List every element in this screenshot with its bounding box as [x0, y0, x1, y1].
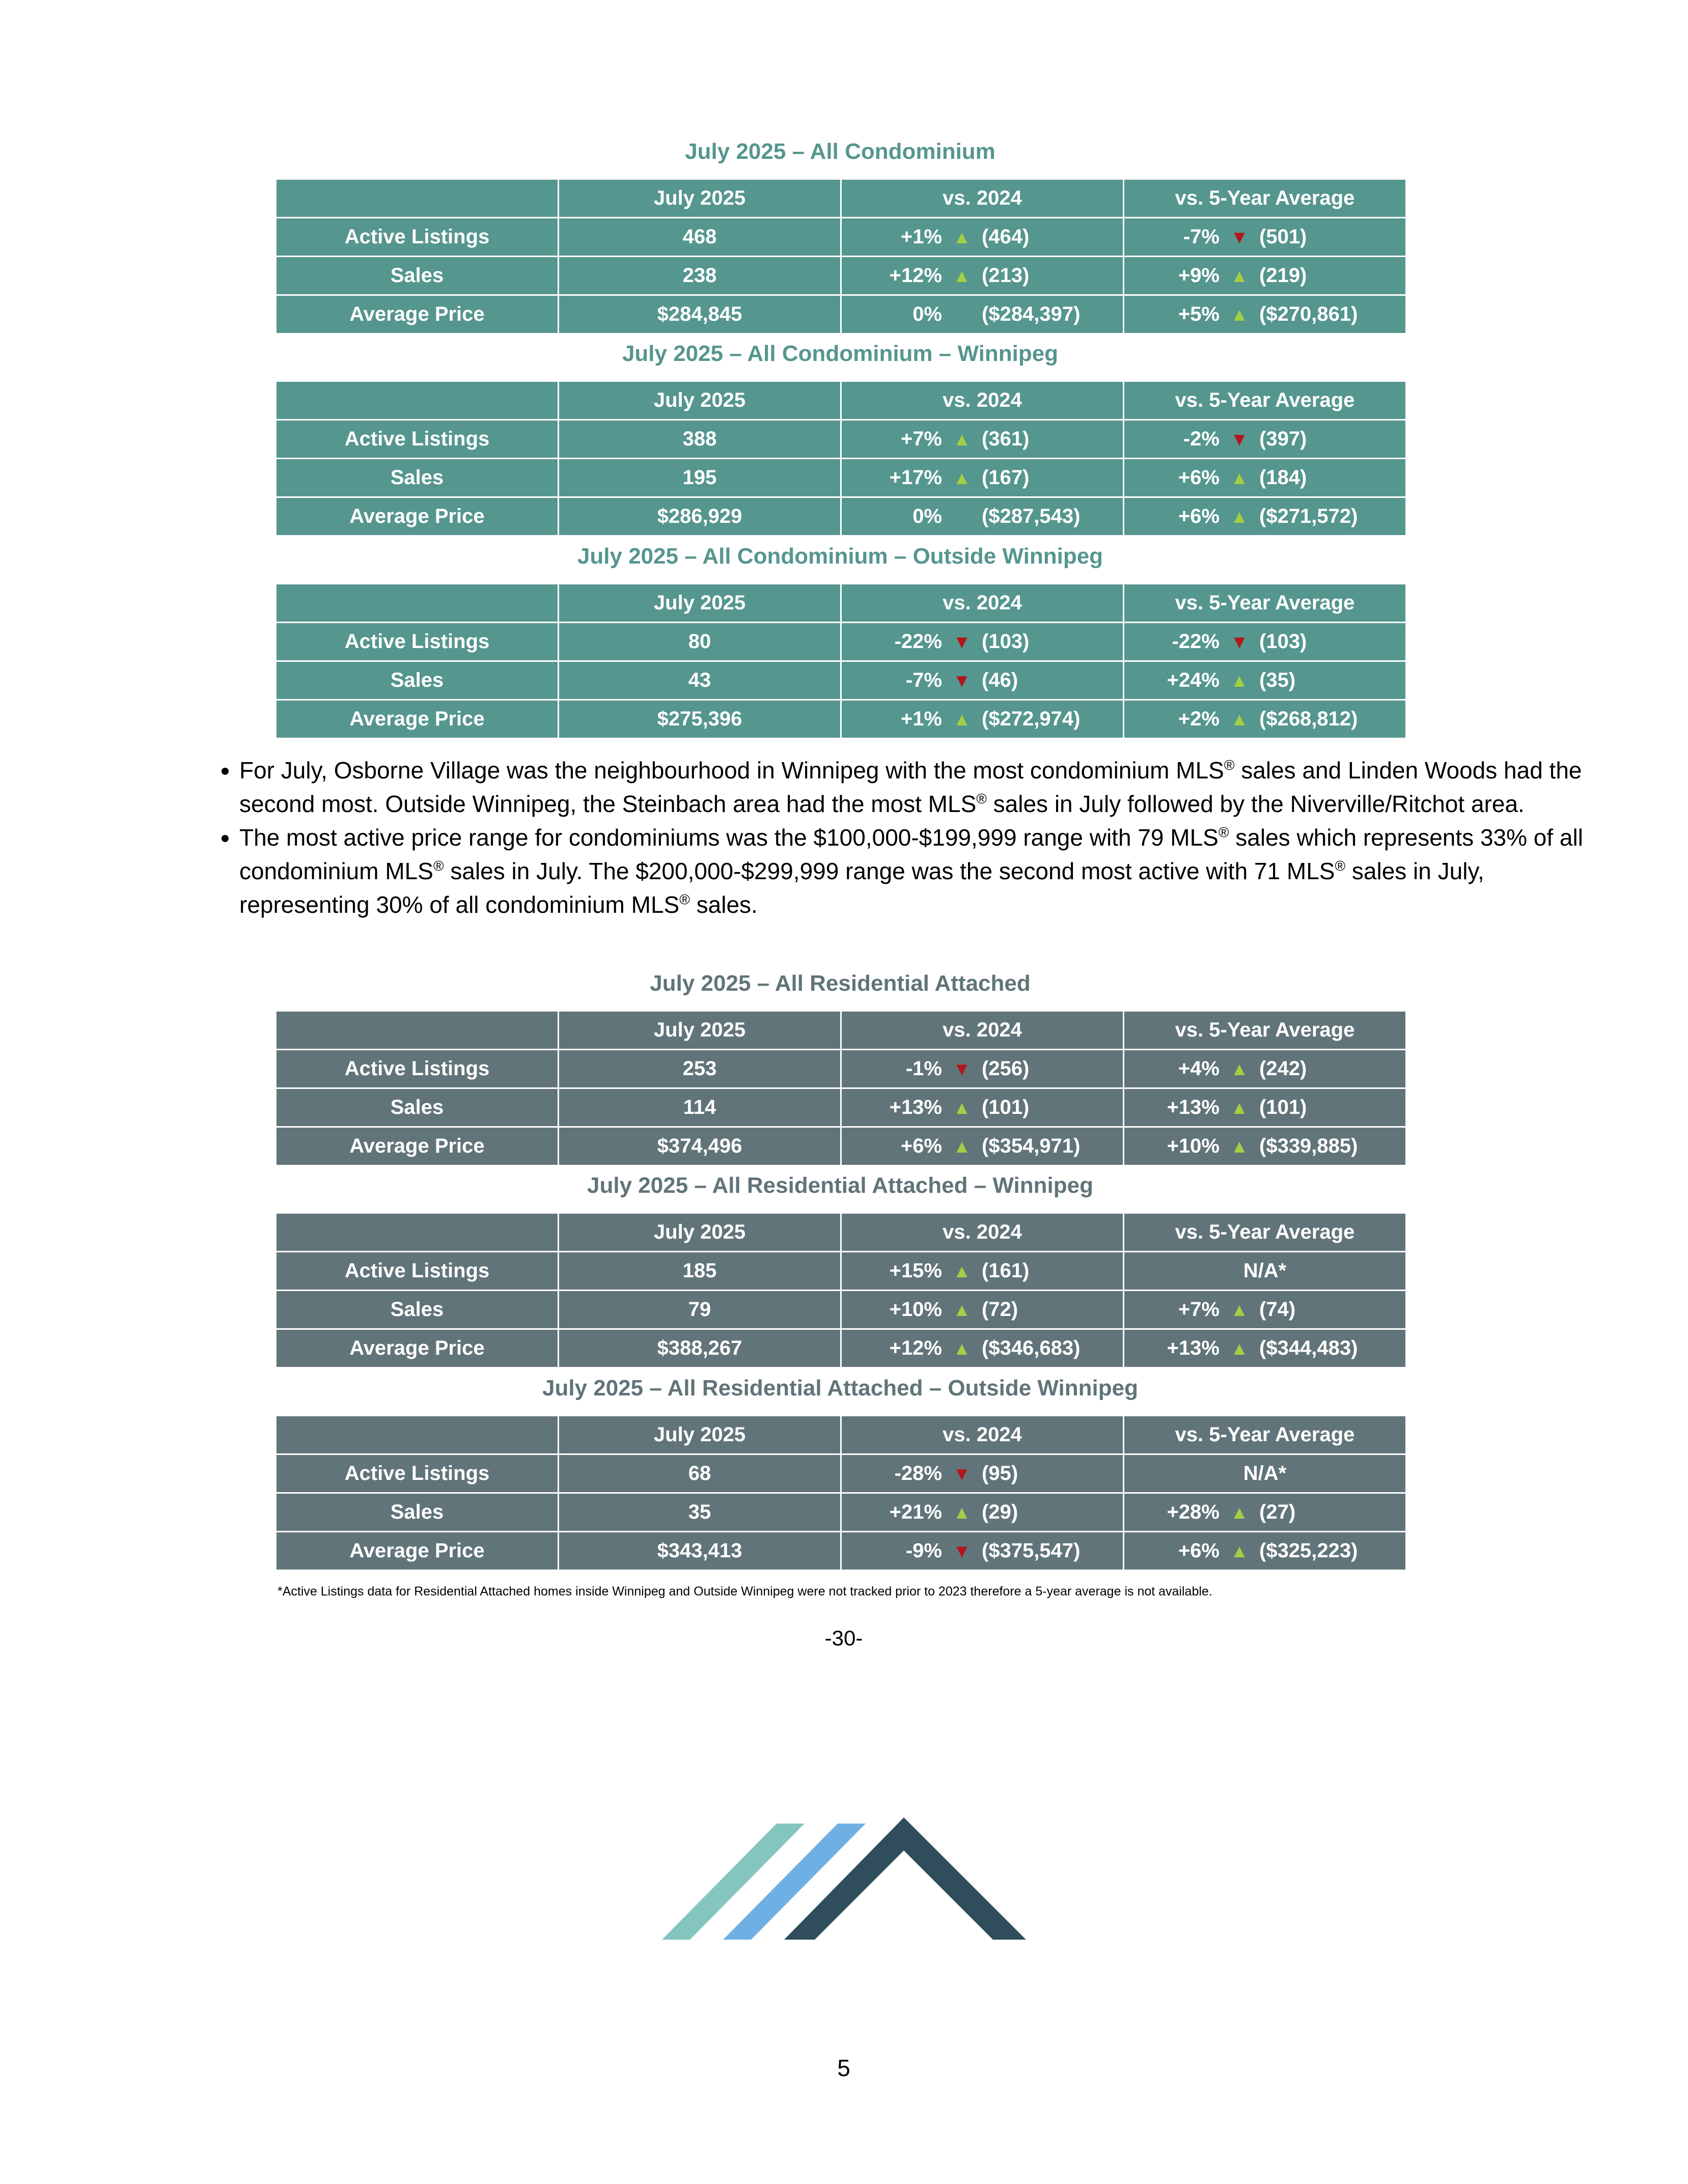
change-group: [1143, 1135, 1387, 1158]
commentary-bullets: [188, 753, 1614, 921]
change-percent: -9%: [905, 1539, 942, 1562]
header-cell: July 2025: [559, 381, 841, 420]
table-header-row: [276, 584, 1406, 623]
table-all-residential-attached: [275, 1010, 1407, 1166]
change-percent: 0%: [912, 303, 942, 325]
comparison-value: ($375,547): [982, 1539, 1081, 1562]
comparison-value: (103): [1259, 630, 1307, 653]
current-value: 238: [559, 257, 841, 295]
change-group: [1143, 669, 1387, 692]
vs-5yr-cell: [1124, 700, 1406, 739]
change-percent: +21%: [889, 1501, 942, 1523]
change-group: [1143, 708, 1387, 731]
change-percent: -7%: [905, 669, 942, 691]
row-label: Average Price: [276, 1329, 559, 1368]
change-group: [866, 1057, 1099, 1080]
change-group: [1143, 505, 1387, 528]
change-percent: +13%: [1167, 1096, 1220, 1118]
header-cell: July 2025: [559, 179, 841, 218]
current-value: 253: [559, 1050, 841, 1088]
change-group: [1143, 630, 1387, 653]
table-row: [276, 1127, 1406, 1166]
table-row: [276, 661, 1406, 700]
comparison-value: ($354,971): [982, 1135, 1081, 1157]
up-arrow-icon: ▲: [953, 1260, 971, 1281]
up-arrow-icon: ▲: [953, 265, 971, 286]
comparison-value: (103): [982, 630, 1030, 653]
up-arrow-icon: ▲: [1230, 1540, 1249, 1561]
change-percent: +9%: [1178, 264, 1220, 287]
change-percent: +7%: [900, 428, 942, 450]
comparison-value: (95): [982, 1462, 1018, 1485]
comparison-value: (397): [1259, 428, 1307, 450]
comparison-value: (101): [1259, 1096, 1307, 1118]
table-title-condominium-winnipeg: July 2025 – All Condominium – Winnipeg: [622, 341, 1059, 366]
comparison-value: ($270,861): [1259, 303, 1358, 325]
vs-2024-cell: [841, 1532, 1124, 1571]
comparison-value: (101): [982, 1096, 1030, 1118]
no-change-spacer: [942, 304, 982, 325]
current-value: $343,413: [559, 1532, 841, 1571]
change-percent: +17%: [889, 466, 942, 489]
row-label: Active Listings: [276, 420, 559, 459]
comparison-value: (464): [982, 226, 1030, 248]
vs-5yr-cell: [1124, 1088, 1406, 1127]
down-arrow-icon: ▼: [1230, 226, 1249, 247]
comparison-value: (361): [982, 428, 1030, 450]
up-arrow-icon: ▲: [953, 467, 971, 488]
bullet-item: • For July, Osborne Village was the neighbourhood in Winnipeg with the most condominium MLS® sales and Linden Woods had the second most. Outside Winnipeg, the Steinbach area had the most MLS® sales in July followed by the Niverville/Ritchot area.: [239, 753, 1614, 821]
current-value: $275,396: [559, 700, 841, 739]
row-label: Average Price: [276, 700, 559, 739]
registered-mark: ®: [976, 791, 987, 807]
vs-2024-cell: [841, 1454, 1124, 1493]
vs-2024-cell: [841, 1127, 1124, 1166]
row-label: Active Listings: [276, 1050, 559, 1088]
comparison-value: ($284,397): [982, 303, 1081, 325]
change-percent: -1%: [905, 1057, 942, 1080]
bullet-item: • The most active price range for condominiums was the $100,000-$199,999 range with 79 MLS® sales which represents 33% of all condominium MLS® sales in July. The $200,000-$299,999 range was the second most active with 71 MLS® sales in July, representing 30% of all condominium MLS® sales.: [239, 821, 1614, 921]
up-arrow-icon: ▲: [953, 1135, 971, 1157]
table-row: [276, 257, 1406, 295]
footnote: *Active Listings data for Residential Attached homes inside Winnipeg and Outside Winnipeg were not tracked prior to 2023 therefore a 5-year average is not available.: [278, 1584, 1212, 1599]
row-label: Sales: [276, 1088, 559, 1127]
up-arrow-icon: ▲: [1230, 669, 1249, 691]
comparison-value: (184): [1259, 466, 1307, 489]
table-title-residential-attached-outside-winnipeg: July 2025 – All Residential Attached – Outside Winnipeg: [542, 1376, 1138, 1401]
change-percent: +6%: [900, 1135, 942, 1157]
table-row: [276, 623, 1406, 661]
vs-5yr-cell: [1124, 420, 1406, 459]
current-value: $388,267: [559, 1329, 841, 1368]
table-title-residential-attached-winnipeg: July 2025 – All Residential Attached – Winnipeg: [587, 1173, 1093, 1198]
table-title-condominium-outside-winnipeg: July 2025 – All Condominium – Outside Winnipeg: [577, 544, 1103, 569]
row-label: Sales: [276, 1493, 559, 1532]
current-value: 195: [559, 459, 841, 497]
comparison-value: (161): [982, 1259, 1030, 1282]
no-change-spacer: [942, 506, 982, 527]
vs-5yr-cell: [1124, 1532, 1406, 1571]
up-arrow-icon: ▲: [953, 428, 971, 450]
change-percent: +1%: [900, 708, 942, 730]
change-group: [866, 1096, 1099, 1119]
table-row: [276, 218, 1406, 257]
change-percent: +15%: [889, 1259, 942, 1282]
page-number: 5: [837, 2055, 850, 2081]
current-value: 185: [559, 1252, 841, 1291]
table-row: [276, 459, 1406, 497]
header-cell: [276, 1213, 559, 1252]
down-arrow-icon: ▼: [953, 669, 971, 691]
vs-2024-cell: [841, 497, 1124, 536]
table-condominium-winnipeg: [275, 380, 1407, 537]
change-group: [866, 708, 1099, 731]
row-label: Sales: [276, 459, 559, 497]
comparison-value: ($344,483): [1259, 1337, 1358, 1359]
vs-5yr-cell: [1124, 1493, 1406, 1532]
header-cell: July 2025: [559, 1416, 841, 1454]
change-group: [1143, 1501, 1387, 1524]
change-percent: -22%: [894, 630, 942, 653]
up-arrow-icon: ▲: [1230, 303, 1249, 325]
change-percent: -7%: [1183, 226, 1220, 248]
mountain-stripes-logo: [662, 1817, 1029, 1950]
table-residential-attached-outside-winnipeg: [275, 1415, 1407, 1571]
vs-2024-cell: [841, 295, 1124, 334]
down-arrow-icon: ▼: [953, 631, 971, 652]
vs-5yr-cell: [1124, 1329, 1406, 1368]
header-cell: vs. 5-Year Average: [1124, 584, 1406, 623]
vs-5yr-cell: [1124, 295, 1406, 334]
table-row: [276, 1493, 1406, 1532]
vs-5yr-cell: N/A*: [1124, 1252, 1406, 1291]
comparison-value: (35): [1259, 669, 1296, 691]
change-group: [1143, 264, 1387, 287]
logo-peak-dark: [784, 1817, 1026, 1940]
vs-2024-cell: [841, 623, 1124, 661]
row-label: Active Listings: [276, 1252, 559, 1291]
up-arrow-icon: ▲: [953, 226, 971, 247]
up-arrow-icon: ▲: [1230, 1058, 1249, 1079]
change-group: [1143, 428, 1387, 451]
comparison-value: ($339,885): [1259, 1135, 1358, 1157]
comparison-value: (213): [982, 264, 1030, 287]
current-value: 43: [559, 661, 841, 700]
change-percent: +13%: [889, 1096, 942, 1118]
up-arrow-icon: ▲: [1230, 1501, 1249, 1523]
current-value: 468: [559, 218, 841, 257]
change-percent: -28%: [894, 1462, 942, 1485]
change-percent: +28%: [1167, 1501, 1220, 1523]
up-arrow-icon: ▲: [953, 1299, 971, 1320]
vs-5yr-cell: [1124, 1291, 1406, 1329]
header-cell: vs. 2024: [841, 1011, 1124, 1050]
change-percent: -2%: [1183, 428, 1220, 450]
change-percent: +10%: [1167, 1135, 1220, 1157]
change-group: [1143, 1539, 1387, 1562]
comparison-value: (72): [982, 1298, 1018, 1321]
comparison-value: ($268,812): [1259, 708, 1358, 730]
header-cell: July 2025: [559, 1011, 841, 1050]
change-group: [866, 505, 1099, 528]
change-group: [1143, 1337, 1387, 1360]
change-group: [866, 1337, 1099, 1360]
header-cell: vs. 2024: [841, 381, 1124, 420]
vs-5yr-cell: [1124, 218, 1406, 257]
header-cell: [276, 381, 559, 420]
current-value: 79: [559, 1291, 841, 1329]
current-value: 80: [559, 623, 841, 661]
vs-2024-cell: [841, 1291, 1124, 1329]
vs-2024-cell: [841, 257, 1124, 295]
current-value: $286,929: [559, 497, 841, 536]
down-arrow-icon: ▼: [953, 1463, 971, 1484]
vs-5yr-cell: [1124, 661, 1406, 700]
current-value: 35: [559, 1493, 841, 1532]
change-group: [1143, 1096, 1387, 1119]
table-header-row: [276, 1213, 1406, 1252]
up-arrow-icon: ▲: [953, 1501, 971, 1523]
registered-mark: ®: [1335, 858, 1346, 874]
header-cell: July 2025: [559, 1213, 841, 1252]
down-arrow-icon: ▼: [1230, 631, 1249, 652]
comparison-value: (46): [982, 669, 1018, 691]
table-header-row: [276, 179, 1406, 218]
up-arrow-icon: ▲: [1230, 1135, 1249, 1157]
change-percent: +12%: [889, 264, 942, 287]
row-label: Average Price: [276, 1127, 559, 1166]
table-row: [276, 1050, 1406, 1088]
vs-5yr-cell: [1124, 257, 1406, 295]
header-cell: vs. 2024: [841, 1213, 1124, 1252]
table-row: [276, 1088, 1406, 1127]
registered-mark: ®: [433, 858, 444, 874]
change-group: [1143, 1057, 1387, 1080]
vs-2024-cell: [841, 218, 1124, 257]
change-group: [866, 1259, 1099, 1282]
up-arrow-icon: ▲: [1230, 467, 1249, 488]
change-percent: +10%: [889, 1298, 942, 1321]
up-arrow-icon: ▲: [953, 1097, 971, 1118]
up-arrow-icon: ▲: [1230, 1337, 1249, 1359]
row-label: Sales: [276, 661, 559, 700]
vs-2024-cell: [841, 700, 1124, 739]
comparison-value: (256): [982, 1057, 1030, 1080]
header-cell: vs. 5-Year Average: [1124, 1011, 1406, 1050]
table-condominium-outside-winnipeg: [275, 583, 1407, 739]
change-group: [866, 1462, 1099, 1485]
row-label: Active Listings: [276, 623, 559, 661]
table-header-row: [276, 1416, 1406, 1454]
down-arrow-icon: ▼: [953, 1058, 971, 1079]
header-cell: vs. 5-Year Average: [1124, 381, 1406, 420]
comparison-value: ($271,572): [1259, 505, 1358, 527]
comparison-value: ($325,223): [1259, 1539, 1358, 1562]
change-percent: +1%: [900, 226, 942, 248]
table-row: [276, 1532, 1406, 1571]
up-arrow-icon: ▲: [953, 1337, 971, 1359]
change-group: [866, 1298, 1099, 1321]
down-arrow-icon: ▼: [953, 1540, 971, 1561]
table-row: [276, 497, 1406, 536]
table-row: [276, 1252, 1406, 1291]
current-value: $374,496: [559, 1127, 841, 1166]
vs-5yr-cell: [1124, 459, 1406, 497]
down-arrow-icon: ▼: [1230, 428, 1249, 450]
change-group: [1143, 303, 1387, 326]
header-cell: July 2025: [559, 584, 841, 623]
table-row: [276, 1329, 1406, 1368]
table-row: [276, 295, 1406, 334]
header-cell: vs. 2024: [841, 1416, 1124, 1454]
row-label: Active Listings: [276, 1454, 559, 1493]
change-group: [866, 303, 1099, 326]
vs-5yr-cell: [1124, 1050, 1406, 1088]
vs-2024-cell: [841, 420, 1124, 459]
comparison-value: (27): [1259, 1501, 1296, 1523]
comparison-value: ($287,543): [982, 505, 1081, 527]
change-group: [866, 1135, 1099, 1158]
table-title-all-residential-attached: July 2025 – All Residential Attached: [650, 971, 1031, 996]
header-cell: [276, 584, 559, 623]
header-cell: [276, 179, 559, 218]
registered-mark: ®: [1224, 757, 1235, 773]
up-arrow-icon: ▲: [953, 708, 971, 730]
change-group: [1143, 1298, 1387, 1321]
row-label: Average Price: [276, 497, 559, 536]
up-arrow-icon: ▲: [1230, 265, 1249, 286]
up-arrow-icon: ▲: [1230, 1299, 1249, 1320]
table-residential-attached-winnipeg: [275, 1212, 1407, 1368]
comparison-value: (242): [1259, 1057, 1307, 1080]
vs-2024-cell: [841, 459, 1124, 497]
vs-2024-cell: [841, 1252, 1124, 1291]
change-percent: +4%: [1178, 1057, 1220, 1080]
table-row: [276, 1291, 1406, 1329]
header-cell: [276, 1416, 559, 1454]
vs-5yr-cell: N/A*: [1124, 1454, 1406, 1493]
comparison-value: (29): [982, 1501, 1018, 1523]
table-all-condominium: [275, 178, 1407, 334]
row-label: Average Price: [276, 295, 559, 334]
up-arrow-icon: ▲: [1230, 1097, 1249, 1118]
change-group: [1143, 466, 1387, 489]
table-header-row: [276, 1011, 1406, 1050]
header-cell: vs. 5-Year Average: [1124, 1213, 1406, 1252]
change-percent: +7%: [1178, 1298, 1220, 1321]
change-percent: +6%: [1178, 505, 1220, 527]
change-group: [866, 1539, 1099, 1562]
header-cell: vs. 5-Year Average: [1124, 1416, 1406, 1454]
change-group: [866, 466, 1099, 489]
current-value: 388: [559, 420, 841, 459]
change-percent: 0%: [912, 505, 942, 527]
row-label: Active Listings: [276, 218, 559, 257]
table-header-row: [276, 381, 1406, 420]
table-row: [276, 700, 1406, 739]
table-row: [276, 1454, 1406, 1493]
change-percent: +6%: [1178, 1539, 1220, 1562]
change-group: [866, 264, 1099, 287]
change-group: [866, 669, 1099, 692]
change-percent: -22%: [1172, 630, 1220, 653]
row-label: Sales: [276, 257, 559, 295]
registered-mark: ®: [1218, 824, 1229, 841]
header-cell: vs. 2024: [841, 179, 1124, 218]
comparison-value: (501): [1259, 226, 1307, 248]
comparison-value: ($346,683): [982, 1337, 1081, 1359]
up-arrow-icon: ▲: [1230, 506, 1249, 527]
vs-5yr-cell: [1124, 1127, 1406, 1166]
table-row: [276, 420, 1406, 459]
change-group: [1143, 226, 1387, 248]
vs-2024-cell: [841, 661, 1124, 700]
header-cell: [276, 1011, 559, 1050]
header-cell: vs. 2024: [841, 584, 1124, 623]
change-percent: +24%: [1167, 669, 1220, 691]
header-cell: vs. 5-Year Average: [1124, 179, 1406, 218]
change-percent: +5%: [1178, 303, 1220, 325]
comparison-value: (74): [1259, 1298, 1296, 1321]
current-value: 114: [559, 1088, 841, 1127]
vs-5yr-cell: [1124, 623, 1406, 661]
change-group: [866, 630, 1099, 653]
change-percent: +13%: [1167, 1337, 1220, 1359]
inner-page-number: -30-: [824, 1626, 863, 1650]
vs-2024-cell: [841, 1329, 1124, 1368]
vs-2024-cell: [841, 1088, 1124, 1127]
change-percent: +6%: [1178, 466, 1220, 489]
up-arrow-icon: ▲: [1230, 708, 1249, 730]
vs-5yr-cell: [1124, 497, 1406, 536]
current-value: 68: [559, 1454, 841, 1493]
current-value: $284,845: [559, 295, 841, 334]
vs-2024-cell: [841, 1050, 1124, 1088]
registered-mark: ®: [679, 891, 690, 908]
comparison-value: (167): [982, 466, 1030, 489]
row-label: Average Price: [276, 1532, 559, 1571]
vs-2024-cell: [841, 1493, 1124, 1532]
table-title-all-condominium: July 2025 – All Condominium: [685, 139, 995, 164]
row-label: Sales: [276, 1291, 559, 1329]
change-percent: +2%: [1178, 708, 1220, 730]
comparison-value: ($272,974): [982, 708, 1081, 730]
change-group: [866, 428, 1099, 451]
change-group: [866, 226, 1099, 248]
change-group: [866, 1501, 1099, 1524]
comparison-value: (219): [1259, 264, 1307, 287]
change-percent: +12%: [889, 1337, 942, 1359]
